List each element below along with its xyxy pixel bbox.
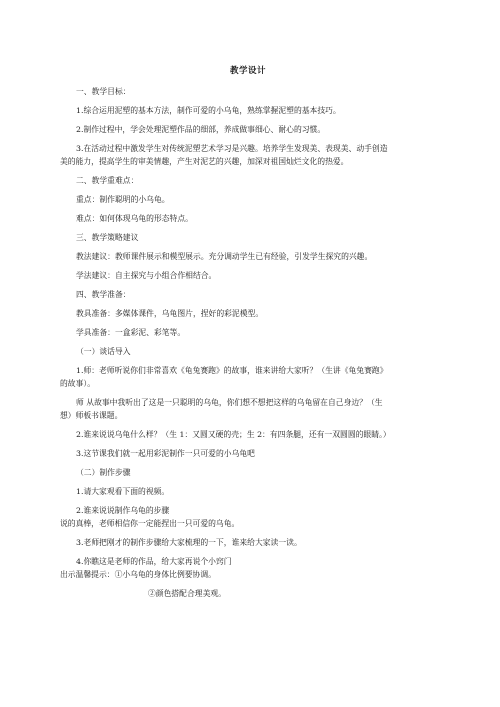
paragraph: 4.你瞧这是老师的作品，给大家再说个小窍门 [76,557,232,566]
paragraph: 教法建议：教师课件展示和模型展示。充分调动学生已有经验，引发学生探究的兴趣。 [76,252,373,261]
paragraph: 1.综合运用泥塑的基本方法，制作可爱的小乌龟，熟练掌握泥塑的基本技巧。 [76,106,341,115]
paragraph: 3.在活动过程中激发学生对传统泥塑艺术学习是兴趣。培养学生发现美、表现美、动手创造 [76,144,388,153]
section-heading-objectives: 一、教学目标： [76,87,131,96]
paragraph: 2.制作过程中，学会处理泥塑作品的细部，养成做事细心、耐心的习惯。 [76,125,326,134]
paragraph-continuation: 说的真棒，老师相信你一定能捏出一只可爱的乌龟。 [60,519,240,528]
tip-item: ②颜色搭配合理美观。 [148,589,226,598]
paragraph-continuation: 的故事）。 [60,379,96,388]
paragraph: 学法建议：自主探究与小组合作相结合。 [76,271,217,280]
section-heading-preparation: 四、教学准备： [76,290,131,299]
paragraph-continuation: 想）师板书课题。 [60,411,123,420]
subsection-heading-steps: （二）制作步骤 [76,468,131,477]
paragraph: 2.谁来说说乌龟什么样？（生 1：又圆又硬的壳；生 2：有四条腿，还有一双圆圆的眼睛。） [76,430,391,439]
paragraph: 教具准备：多媒体课件，乌龟图片，捏好的彩泥模型。 [76,309,264,318]
subsection-heading-intro: （一）谈话导入 [76,347,131,356]
paragraph: 1.请大家观看下面的视频。 [76,487,170,496]
section-heading-strategy: 三、教学策略建议 [76,233,139,242]
paragraph-continuation: 美的能力，提高学生的审美情趣，产生对泥艺的兴趣，加深对祖国灿烂文化的热爱。 [60,157,349,166]
document-title: 教学设计 [229,66,266,76]
paragraph: 重点：制作聪明的小乌龟。 [76,195,170,204]
paragraph: 学具准备：一盒彩泥、彩笔等。 [76,328,186,337]
paragraph: 1.师：老师听说你们非常喜欢《龟兔赛跑》的故事，谁来讲给大家听？（生讲《龟兔赛跑》 [76,366,388,375]
paragraph-continuation: 出示温馨提示：①小乌龟的身体比例要协调。 [60,570,216,579]
section-heading-keypoints: 二、教学重难点： [76,176,139,185]
paragraph: 难点：如何体现乌龟的形态特点。 [76,214,193,223]
paragraph: 3.这节课我们就一起用彩泥制作一只可爱的小乌龟吧 [76,449,255,458]
paragraph: 师 从故事中我听出了这是一只聪明的乌龟，你们想不想把这样的乌龟留在自己身边？（生 [76,398,383,407]
paragraph: 2.谁来说说制作乌龟的步骤 [76,506,170,515]
paragraph: 3.老师把刚才的制作步骤给大家梳理的一下，谁来给大家读一读。 [76,538,302,547]
